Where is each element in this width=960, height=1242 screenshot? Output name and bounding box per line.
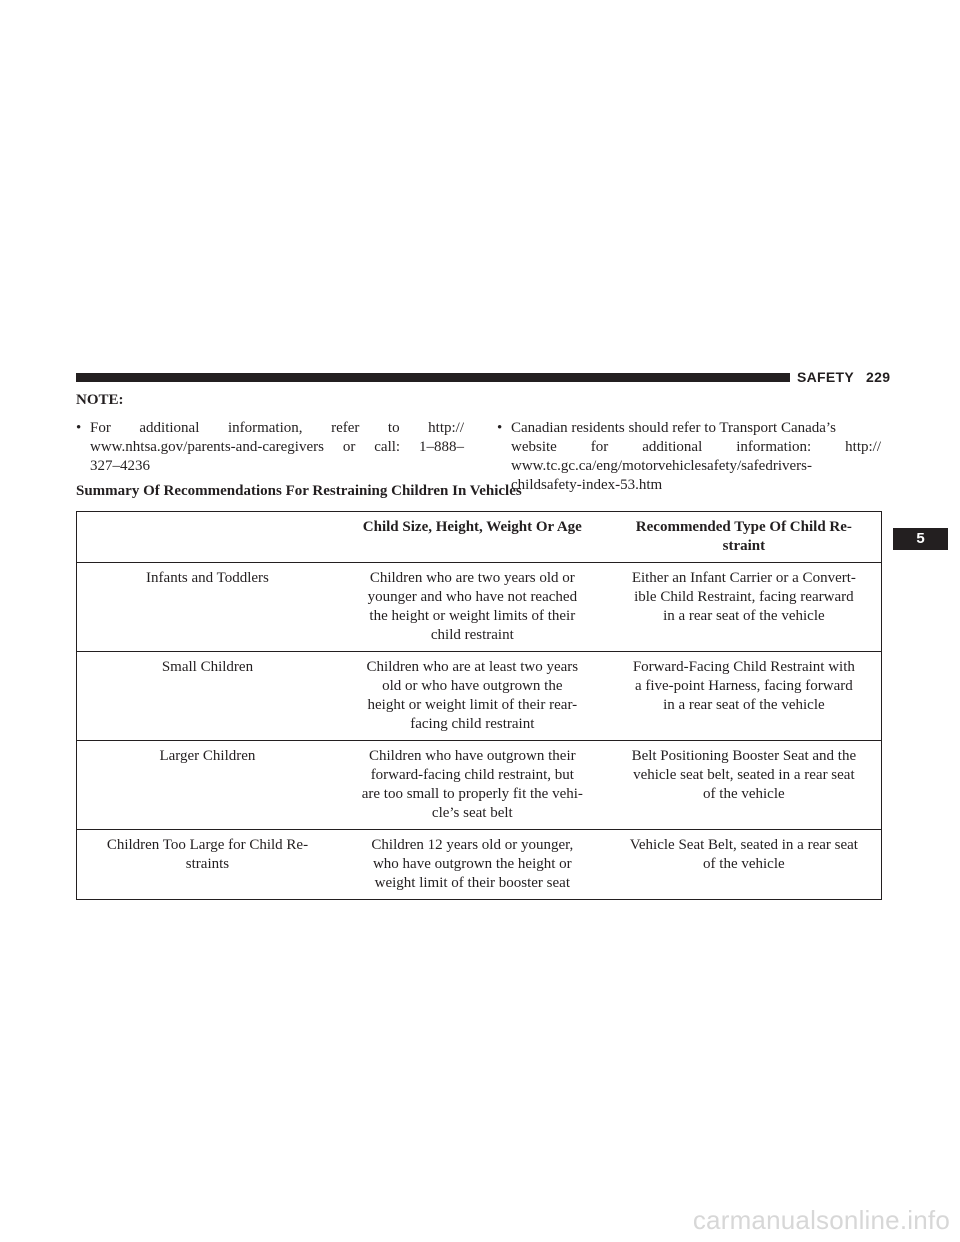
bullet-text (509, 419, 881, 495)
note-left-column (76, 392, 464, 476)
restraint-cell: Belt Positioning Booster Seat and the vehicle seat belt, seated in a rear seat of the vehicle (631, 748, 857, 802)
restraint-cell: Either an Infant Carrier or a Convert- ible Child Restraint, facing rearward in a rear seat of the vehicle (631, 570, 856, 624)
bullet-line: www.tc.gc.ca/eng/motorvehiclesafety/safedrivers- (511, 458, 812, 474)
header-rule-bar (76, 373, 790, 382)
bullet-line: website for additional information: http:// (511, 439, 881, 455)
table-row (77, 741, 882, 830)
column-header-size: Child Size, Height, Weight Or Age (362, 519, 582, 535)
note-bullet-2 (497, 419, 881, 495)
bullet-line: 327–4236 (90, 458, 150, 474)
running-header (797, 369, 897, 385)
bullet-line: childsafety-index-53.htm (511, 477, 663, 493)
page-number: 229 (866, 369, 891, 385)
bullet-dot-icon: • (497, 420, 503, 436)
bullet-dot-icon: • (76, 420, 82, 436)
category-cell: Small Children (161, 659, 254, 675)
restraint-cell: Forward-Facing Child Restraint with a five-point Harness, facing forward in a rear seat of the vehicle (632, 659, 855, 713)
category-cell: Larger Children (159, 748, 256, 764)
bullet-line: For additional information, refer to http:// (90, 420, 464, 436)
column-header-category (77, 512, 338, 563)
chapter-tab: 5 (893, 528, 948, 550)
summary-heading: Summary Of Recommendations For Restraining Children In Vehicles (76, 483, 522, 499)
note-title: NOTE: (76, 392, 124, 408)
size-cell: Children who are two years old or younger and who have not reached the height or weight limits of their child restraint (367, 570, 578, 643)
restraint-cell: Vehicle Seat Belt, seated in a rear seat of the vehicle (629, 837, 858, 872)
bullet-text (88, 419, 464, 476)
size-cell: Children who have outgrown their forward-facing child restraint, but are too small to properly fit the vehi- cle’s seat belt (361, 748, 583, 821)
size-cell: Children 12 years old or younger, who have outgrown the height or weight limit of their booster seat (371, 837, 574, 891)
size-cell: Children who are at least two years old or who have outgrown the height or weight limit of their rear- facing child restraint (366, 659, 579, 732)
category-cell: Children Too Large for Child Re- straints (106, 837, 309, 872)
bullet-line: www.nhtsa.gov/parents-and-caregivers or call: 1–888– (90, 439, 464, 455)
section-title: SAFETY (797, 369, 855, 385)
table-row (77, 652, 882, 741)
column-header-restraint: Recommended Type Of Child Re- straint (635, 519, 852, 554)
category-cell: Infants and Toddlers (146, 570, 269, 586)
table-row (77, 563, 882, 652)
watermark: carmanualsonline.info (692, 1205, 950, 1235)
recommendations-table (76, 511, 882, 900)
note-bullet-1 (76, 419, 464, 476)
bullet-line: Canadian residents should refer to Transport Canada’s (511, 420, 836, 436)
table-header-row (77, 512, 882, 563)
table-row (77, 830, 882, 900)
note-right-column (497, 419, 881, 495)
